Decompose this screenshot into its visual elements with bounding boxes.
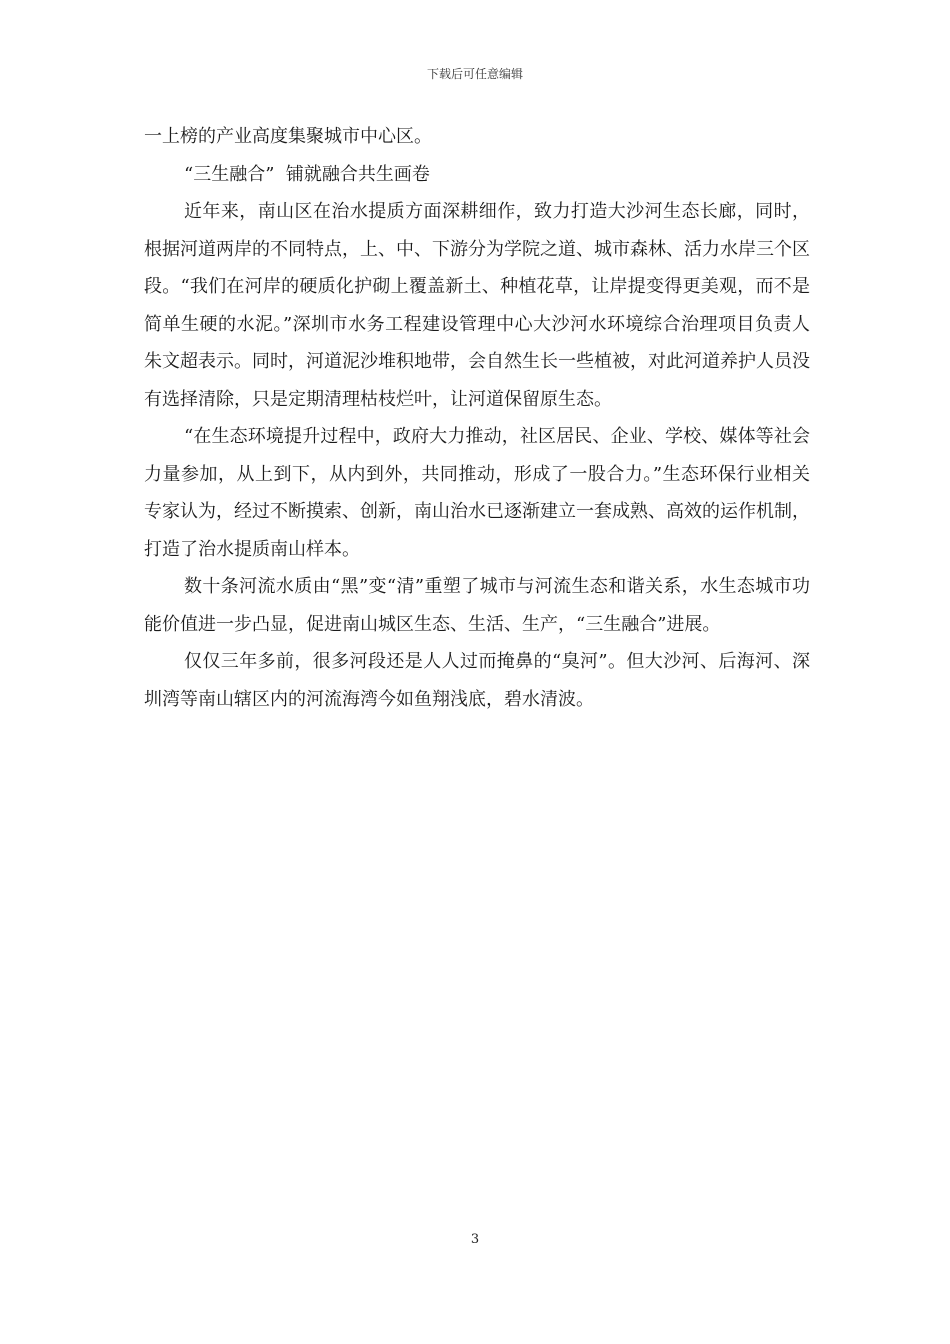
paragraph: 数十条河流水质由“黑”变“清”重塑了城市与河流生态和谐关系，水生态城市功能价值进一步凸显，促进南山城区生态、生活、生产，“三生融合”进展。 <box>144 576 810 635</box>
paragraph: 仅仅三年多前，很多河段还是人人过而掩鼻的“臭河”。但大沙河、后海河、深圳湾等南山辖区内的河流海湾今如鱼翔浅底，碧水清波。 <box>144 651 810 710</box>
page-header: 下载后可任意编辑 <box>426 67 523 81</box>
section-heading: “三生融合” 铺就融合共生画卷 <box>184 163 430 185</box>
document-body <box>144 118 810 718</box>
paragraph: 近年来，南山区在治水提质方面深耕细作，致力打造大沙河生态长廊，同时，根据河道两岸的不同特点，上、中、下游分为学院之道、城市森林、活力水岸三个区段。“我们在河岸的硬质化护砌上覆盖新土、种植花草，让岸提变得更美观，而不是简单生硬的水泥。”深圳市水务工程建设管理中心大沙河水环境综合治理项目负责人朱文超表示。同时，河道泥沙堆积地带，会自然生长一些植被，对此河道养护人员没有选择清除，只是定期清理枯枝烂叶，让河道保留原生态。 <box>144 201 810 410</box>
page-number: 3 <box>470 1232 480 1247</box>
paragraph: “在生态环境提升过程中，政府大力推动，社区居民、企业、学校、媒体等社会力量参加，从上到下，从内到外，共同推动，形成了一股合力。”生态环保行业相关专家认为，经过不断摸索、创新，南山治水已逐渐建立一套成熟、高效的运作机制，打造了治水提质南山样本。 <box>144 426 810 560</box>
paragraph-continuation: 一上榜的产业高度集聚城市中心区。 <box>144 126 432 147</box>
